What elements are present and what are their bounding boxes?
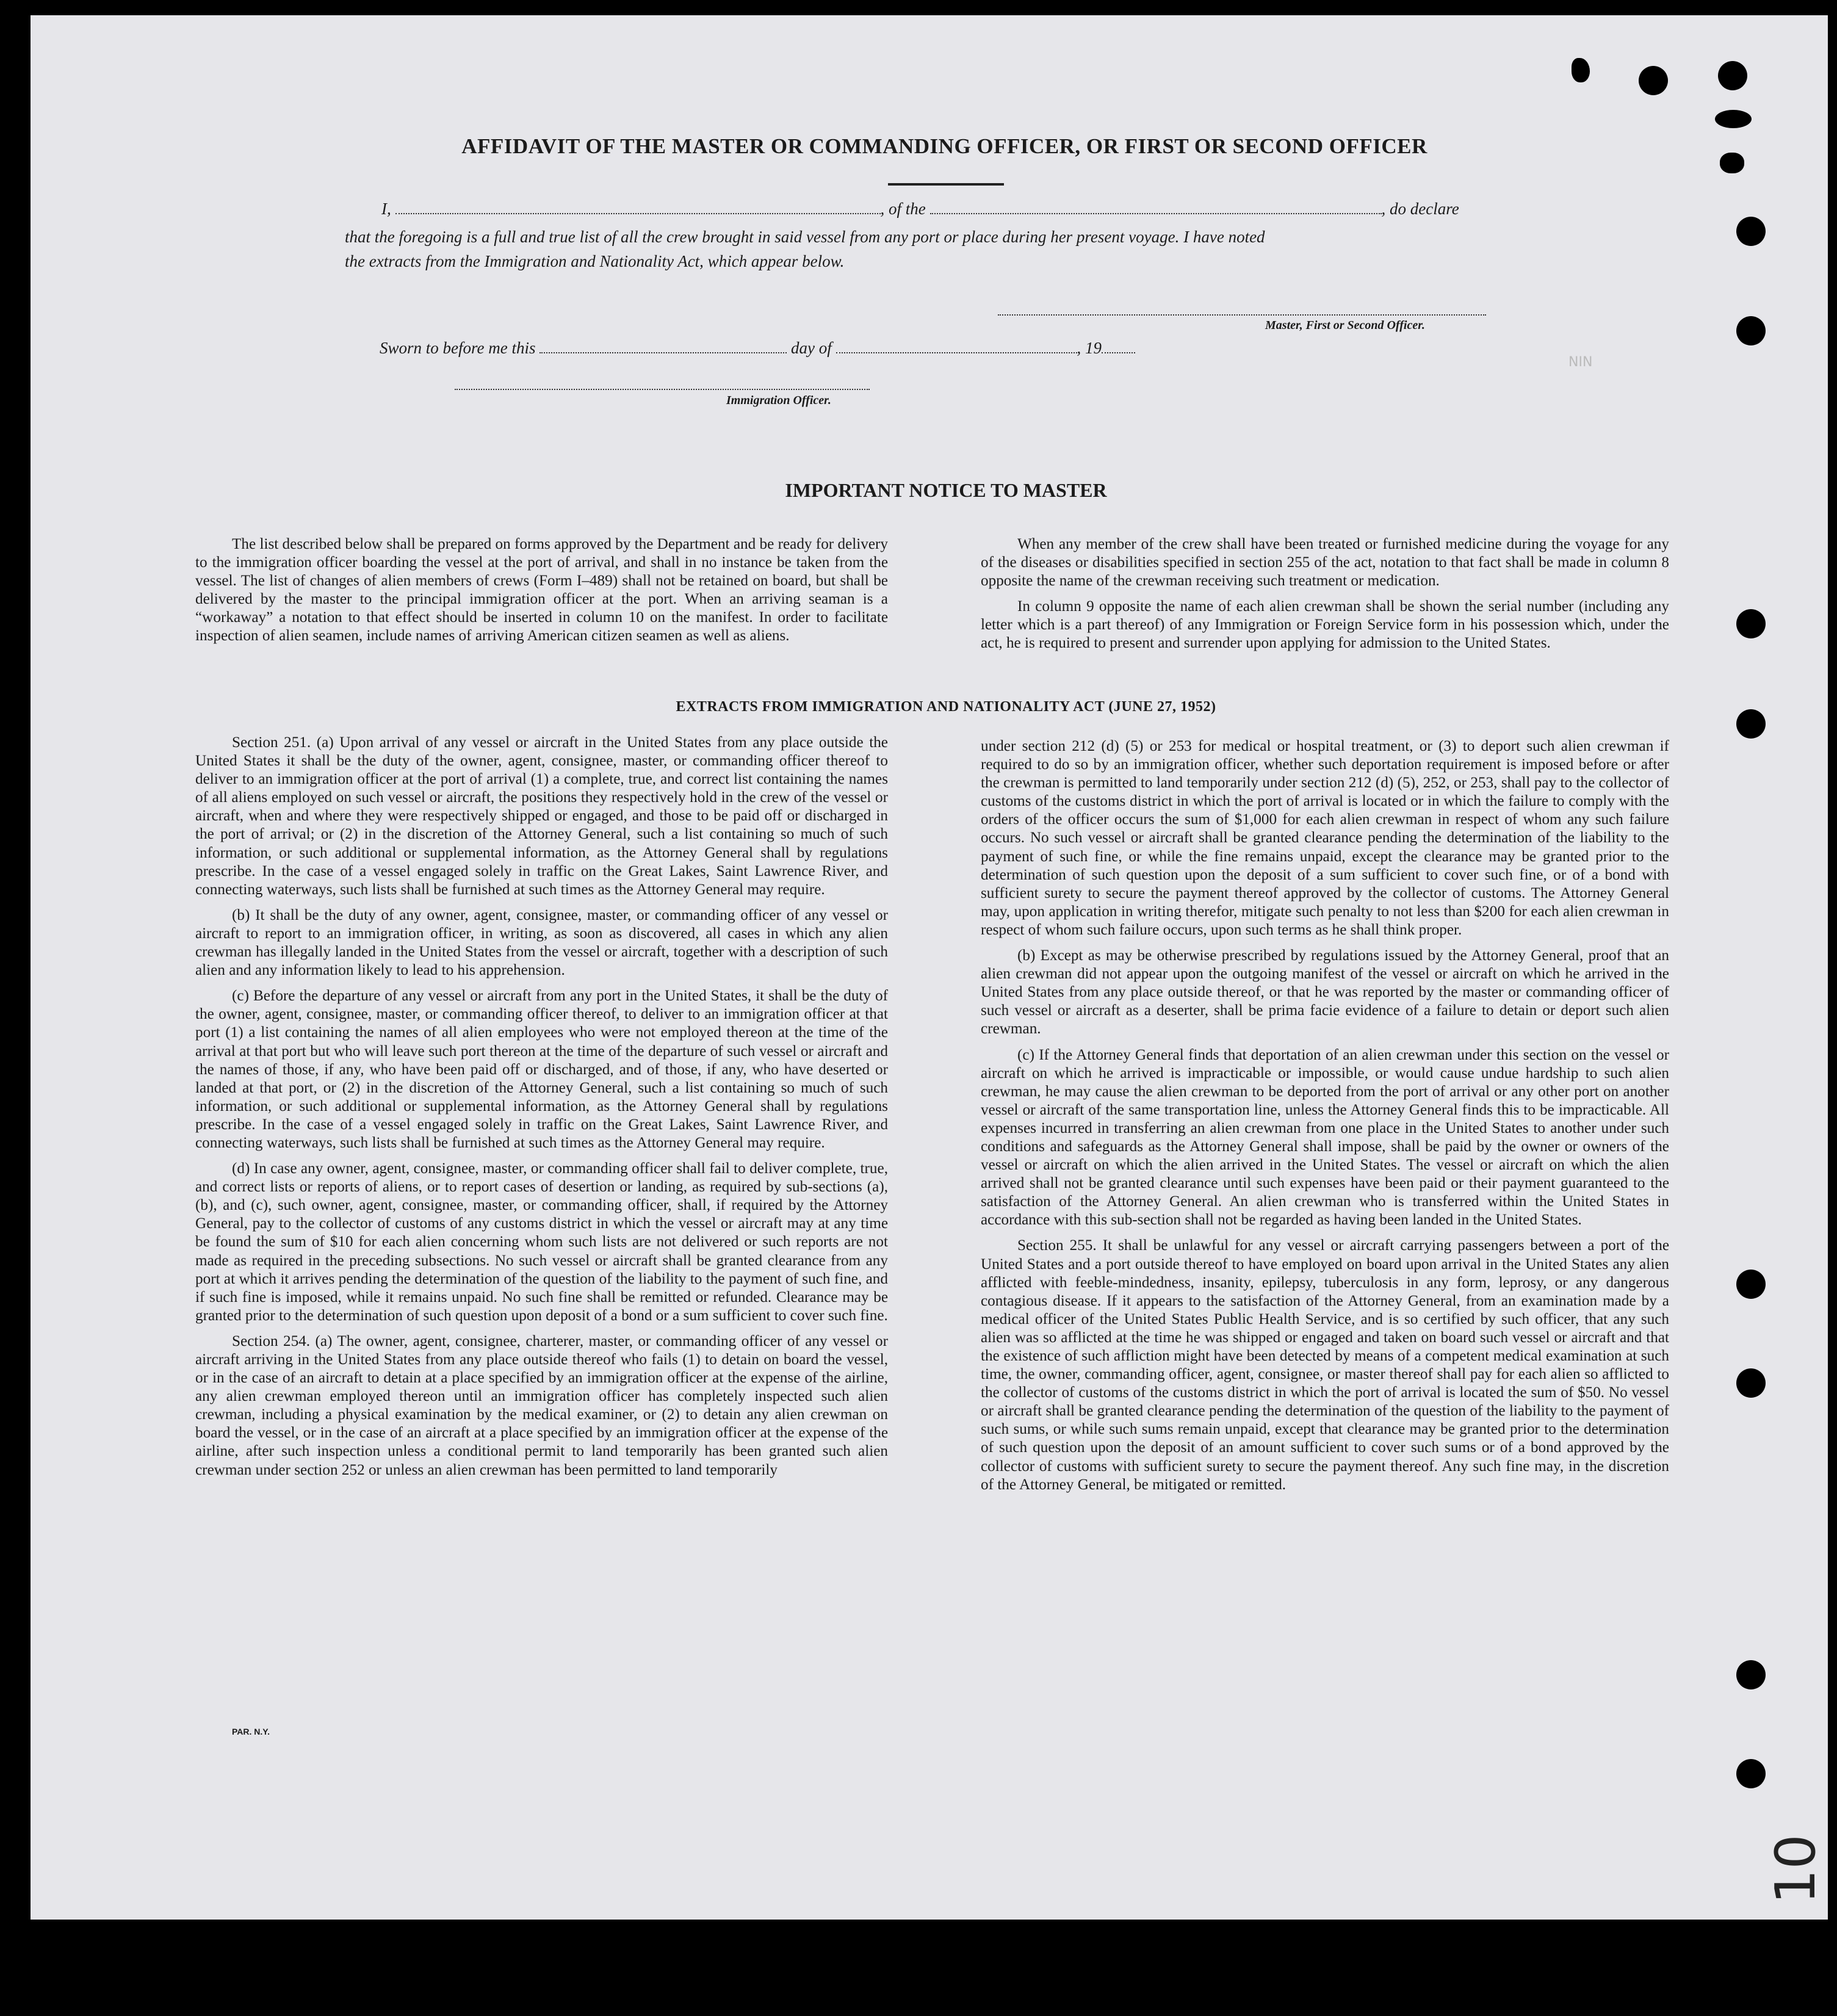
punch-hole	[1718, 61, 1747, 90]
punch-hole	[1736, 1368, 1766, 1398]
document-page	[31, 15, 1828, 1920]
officer-signature-line	[455, 389, 870, 390]
section-254a-cont: under section 212 (d) (5) or 253 for medical or hospital treatment, or (3) to deport such alien crewman if required to do so by an immigration officer, whether such deportation requirement is imposed before or after the crewman is permitted to land temporarily under section 212 (d) (5), 252, or 253, shall pay to the collector of customs of the customs district in which the port of arrival is located or in which the failure to comply with the orders of the officer occurs the sum of $1,000 for each alien crewman in respect of whom any such failure occurs. No such vessel or aircraft shall be granted clearance pending the determination of the liability to the payment of such fine, or while the fine remains unpaid, except the clearance may be granted prior to the determination of such question upon the deposit of a sum sufficient to cover such fine, or of a bond with sufficient surety to secure the payment thereof approved by the collector of customs. The Attorney General may, upon application in writing therefor, mitigate such penalty to not less than $200 for each alien crewman in respect of whom such failure occurs, upon such terms as he shall think proper.	[981, 738, 1669, 938]
notice-title: IMPORTANT NOTICE TO MASTER	[785, 479, 1107, 501]
extracts-title: EXTRACTS FROM IMMIGRATION AND NATIONALITY ACT (JUNE 27, 1952)	[676, 699, 1216, 715]
officer-signature-label: Immigration Officer.	[726, 394, 831, 407]
notice-left-paragraph: The list described below shall be prepared on forms approved by the Department and be ready for delivery to the immigration officer boarding the vessel at the port of arrival, and shall in no instance be taken from the vessel. The list of changes of alien members of crews (Form I–489) shall not be retained on board, but shall be delivered by the master to the principal immigration officer at the port. When an arriving seaman is a “workaway” a notation to that effect should be inserted in column 10 on the manifest. In order to facilitate inspection of alien seamen, include names of arriving American citizen seamen as well as aliens.	[195, 536, 888, 645]
sworn-label: Sworn to before me this	[380, 339, 536, 357]
punch-hole	[1736, 1759, 1766, 1788]
section-251c: (c) Before the departure of any vessel or aircraft from any port in the United States, it shall be the duty of the owner, agent, consignee, master, or commanding officer thereof, to deliver to an immigration officer at that port (1) a list containing the names of all alien employees who were not employed thereon at the time of the arrival at that port but who will leave such port thereon at the time of the departure of such vessel or aircraft and the names of those, if any, who have been paid off or discharged, and of those, if any, who have deserted or landed at that port, or (2) in the discretion of the Attorney General, such a list containing so much of such information, or such additional or supplemental information, as the Attorney General shall by regulations prescribe. In the case of a vessel engaged solely in traffic on the Great Lakes, Saint Lawrence River, and connecting waterways, such lists shall be furnished at such times as the Attorney General may require.	[195, 988, 888, 1151]
section-254a: Section 254. (a) The owner, agent, consignee, charterer, master, or commanding officer of any vessel or aircraft arriving in the United States from any place outside thereof who fails (1) to detain on board the vessel, or in the case of an aircraft to detain at a place specified by an immigration officer at the expense of the airline, any alien crewman employed thereon until an immigration officer has completely inspected such alien crewman, including a physical examination by the medical examiner, or (2) to detain any alien crewman on board the vessel, or in the case of an aircraft at a place specified by an immigration officer at the expense of the airline, after such inspection unless a conditional permit to land temporarily has been granted such alien crewman under section 252 or unless an alien crewman has been permitted to land temporarily	[195, 1332, 888, 1478]
notice-right-paragraph: In column 9 opposite the name of each alien crewman shall be shown the serial number (including any letter which is a part thereof) of any Immigration or Foreign Service form in his possession which, under the act, he is required to present and surrender upon applying for admission to the United States.	[981, 598, 1669, 652]
declaration-line-1: that the foregoing is a full and true list of all the crew brought in said vessel from any port or place during her present voyage. I have noted	[345, 228, 1265, 246]
of-the-label: , of the	[880, 200, 926, 218]
printer-mark: PAR. N.Y.	[232, 1727, 270, 1736]
section-254c: (c) If the Attorney General finds that deportation of an alien crewman under this section on the vessel or aircraft on which he arrived is impracticable or impossible, or would cause undue hardship to such alien crewman, he may cause the alien crewman to be deported from the port of arrival or any other port on another vessel or aircraft of the same transportation line, unless the Attorney General finds this to be impracticable. All expenses incurred in transferring an alien crewman from one place in the United States to another under such conditions and safeguards as the Attorney General shall impose, shall be paid by the owner or owners of the vessel or aircraft on which the alien arrived in the United States. The vessel or aircraft on which the alien arrived shall not be granted clearance until such expenses have been paid or their payment guaranteed to the satisfaction of the Attorney General. An alien crewman who is transferred within the United States in accordance with this sub-section shall not be regarded as having been landed in the United States.	[981, 1046, 1669, 1229]
notice-right-column	[981, 535, 1669, 660]
punch-hole	[1736, 1270, 1766, 1299]
name-blank	[395, 212, 881, 214]
section-255: Section 255. It shall be unlawful for any vessel or aircraft carrying passengers between a port of the United States and a port outside thereof to have employed on board upon arrival in the United States any alien afflicted with feeble-mindedness, insanity, epilepsy, tuberculosis in any form, leprosy, or any dangerous contagious disease. If it appears to the satisfaction of the Attorney General, from an examination made by a medical officer of the United States Public Health Service, and is so certified by such officer, that any such alien was so afflicted at the time he was shipped or engaged and taken on board such vessel or aircraft and that the existence of such affliction might have been detected by means of a competent medical examination at such time, the owner, commanding officer, agent, consignee, or master thereof shall pay for each alien so afflicted to the collector of customs of the customs district in which the port of arrival is located the sum of $50. No vessel or aircraft shall be granted clearance pending the determination of the question of the liability to the payment of such sums, or while such sums remain unpaid, except that clearance may be granted prior to the determination of such question upon the deposit of an amount sufficient to cover such sums or of a bond approved by the collector of customs with sufficient surety to secure the payment thereof. Any such fine may, in the discretion of the Attorney General, be mitigated or remitted.	[981, 1237, 1669, 1493]
master-signature-label: Master, First or Second Officer.	[1265, 319, 1425, 332]
section-254b: (b) Except as may be otherwise prescribed by regulations issued by the Attorney General, proof that an alien crewman did not appear upon the outgoing manifest of the vessel or aircraft on which he arrived in the United States from any place outside thereof, or that he was reported by the master or commanding officer of such vessel or aircraft as a deserter, shall be prima facie evidence of a failure to detain or deport such alien crewman.	[981, 947, 1669, 1038]
notice-left-column	[195, 535, 888, 653]
affidavit-declare-line	[381, 200, 1459, 219]
ink-blot	[1720, 153, 1744, 173]
section-251d: (d) In case any owner, agent, consignee, master, or commanding officer shall fail to deliver complete, true, and correct lists or reports of aliens, or to report cases of desertion or landing, as required by sub-sections (a), (b), and (c), such owner, agent, consignee, master, or commanding officer, shall, if required by the Attorney General, pay to the collector of customs of any customs district in which the vessel or aircraft may at any time be found the sum of $10 for each alien concerning whom such lists are not delivered or such reports are not made as required in the preceding subsections. No such vessel or aircraft shall be granted clearance from any port at which it arrives pending the determination of the question of the liability to the payment of such fine, and if such fine is imposed, while it remains unpaid. No such fine shall be remitted or refunded. Clearance may be granted prior to the determination of such question upon deposit of a bond or a sum sufficient to cover such fine.	[195, 1160, 888, 1324]
title-rule	[888, 183, 1004, 186]
sworn-day-blank	[540, 352, 787, 353]
punch-hole	[1736, 316, 1766, 345]
punch-hole	[1736, 217, 1766, 246]
master-signature-line	[998, 314, 1486, 316]
faint-stamp-mark: NIN	[1568, 355, 1593, 370]
sworn-month-blank	[836, 352, 1077, 353]
year-label: , 19	[1077, 339, 1102, 357]
vessel-blank	[930, 212, 1382, 214]
ink-blot	[1572, 58, 1590, 82]
punch-hole	[1639, 66, 1668, 95]
sworn-year-blank	[1102, 352, 1135, 353]
punch-hole	[1736, 709, 1766, 739]
extracts-right-column	[981, 737, 1669, 1501]
punch-hole	[1736, 609, 1766, 638]
notice-right-paragraph: When any member of the crew shall have been treated or furnished medicine during the voyage for any of the diseases or disabilities specified in section 255 of the act, notation to that fact shall be made in column 8 opposite the name of the crewman receiving such treatment or medication.	[981, 536, 1669, 590]
declaration-line-2: the extracts from the Immigration and Nationality Act, which appear below.	[345, 252, 845, 270]
sworn-line	[380, 339, 1135, 358]
i-label: I,	[381, 200, 391, 218]
extracts-left-column	[195, 734, 888, 1487]
section-251b: (b) It shall be the duty of any owner, agent, consignee, master, or commanding officer of any vessel or aircraft to report to an immigration officer, in writing, as soon as discovered, all cases in which any alien crewman has illegally landed in the United States from the vessel or aircraft, together with a description of such alien and any information likely to lead to his apprehension.	[195, 906, 888, 979]
punch-hole	[1736, 1660, 1766, 1689]
handwritten-page-number: 10	[1763, 1834, 1828, 1904]
section-251a: Section 251. (a) Upon arrival of any vessel or aircraft in the United States from any place outside the United States it shall be the duty of the owner, agent, consignee, master, or commanding officer thereof to deliver to an immigration officer at the port of arrival (1) a complete, true, and correct list containing the names of all aliens employed on such vessel or aircraft, the positions they respectively hold in the crew of the vessel or aircraft, when and where they were respectively shipped or engaged, and those to be paid off or discharged in the port of arrival; or (2) in the discretion of the Attorney General, such a list containing so much of such information, or such additional or supplemental information, as the Attorney General shall by regulations prescribe. In the case of a vessel engaged solely in traffic on the Great Lakes, Saint Lawrence River, and connecting waterways, such lists shall be furnished at such times as the Attorney General may require.	[195, 734, 888, 898]
do-declare-label: , do declare	[1381, 200, 1459, 218]
ink-blot	[1715, 110, 1752, 128]
day-of-label: day of	[791, 339, 832, 357]
affidavit-title: AFFIDAVIT OF THE MASTER OR COMMANDING OFFICER, OR FIRST OR SECOND OFFICER	[461, 134, 1427, 158]
